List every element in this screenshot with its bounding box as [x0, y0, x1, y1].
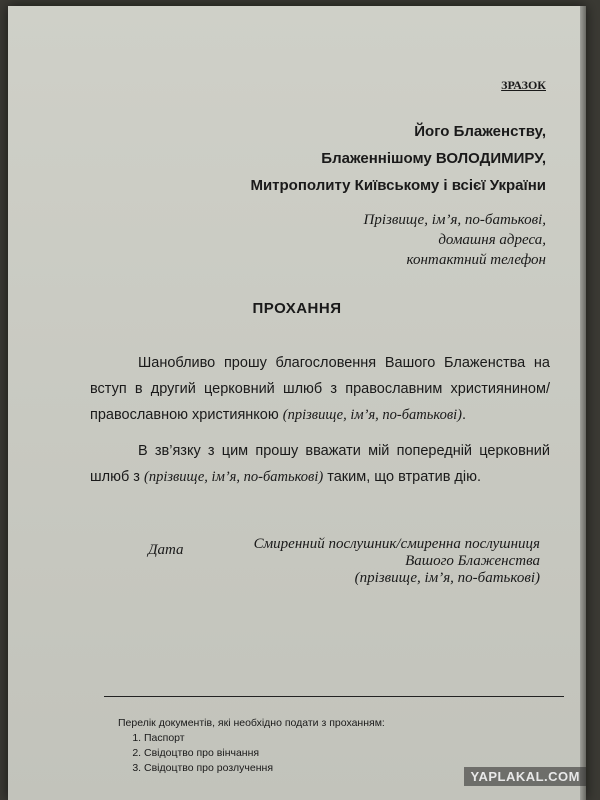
- sender-field: контактний телефон: [406, 252, 546, 268]
- list-item: 1. Паспорт: [144, 731, 385, 746]
- paragraph-text: таким, що втратив дію.: [323, 469, 482, 485]
- documents-list: [118, 716, 385, 776]
- placeholder-text: (прізвище, ім’я, по-батькові): [282, 407, 463, 423]
- document-page: [8, 6, 586, 800]
- addressee-line: Блаженнішому ВОЛОДИМИРУ,: [321, 150, 546, 167]
- signature-block: [254, 536, 540, 587]
- signature-line: Смиренний послушник/смиренна послушниця: [253, 536, 540, 552]
- paragraph-1: [90, 350, 550, 428]
- request-body: [90, 350, 550, 490]
- signature-line: Вашого Блаженства: [405, 553, 540, 569]
- watermark: YAPLAKAL.COM: [464, 767, 586, 786]
- sender-field: Прізвище, ім’я, по-батькові,: [363, 212, 546, 228]
- sender-fields: [364, 210, 547, 270]
- paragraph-text: .: [462, 407, 467, 423]
- addressee-line: Його Блаженству,: [414, 123, 546, 140]
- paragraph-2: [90, 438, 550, 490]
- list-item: 2. Свідоцтво про вінчання: [144, 746, 385, 761]
- date-label: Дата: [148, 542, 184, 558]
- list-item: 3. Свідоцтво про розлучення: [144, 761, 385, 776]
- addressee-line: Митрополиту Київському і всієї України: [250, 177, 546, 194]
- documents-heading: Перелік документів, які необхідно подати з проханням:: [118, 717, 385, 729]
- sample-label: ЗРАЗОК: [501, 78, 546, 92]
- paragraph-text: Шанобливо прошу благословення Вашого Блаженства на вступ в другий церковний шлюб з православним християнином/православною християнкою: [90, 355, 550, 423]
- divider: [104, 696, 564, 697]
- paragraph-text: В зв’язку з цим прошу вважати мій попередній церковний шлюб з: [90, 443, 550, 485]
- sender-field: домашня адреса,: [438, 232, 546, 248]
- signature-line: (прізвище, ім’я, по-батькові): [354, 570, 540, 586]
- document-title: ПРОХАННЯ: [252, 300, 342, 317]
- sleeve-edge: [580, 6, 586, 800]
- placeholder-text: (прізвище, ім’я, по-батькові): [143, 469, 324, 485]
- addressee-block: [250, 118, 546, 199]
